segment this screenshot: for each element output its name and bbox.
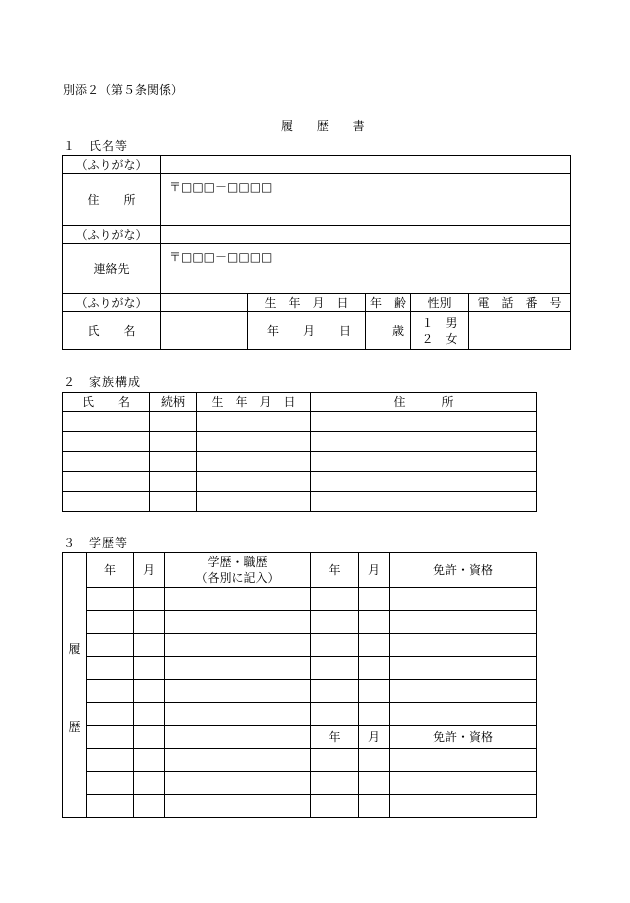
history-cell[interactable] [165,749,311,772]
age-header: 年 齢 [366,294,411,312]
sex-option-male[interactable]: １ 男 [421,315,458,330]
history-cell[interactable] [134,726,165,749]
award-cell[interactable] [359,772,390,795]
license-cell[interactable] [390,657,537,680]
license-cell[interactable] [390,611,537,634]
family-cell[interactable] [63,472,150,492]
history-cell[interactable] [134,634,165,657]
award-cell[interactable] [311,772,359,795]
license-col-title: 免許・資格 [390,553,537,588]
furigana-field[interactable] [161,156,571,174]
history-col-education-title: 学歴・職歴 [207,555,268,569]
license-cell[interactable] [390,680,537,703]
family-cell[interactable] [63,492,150,512]
award-cell[interactable] [311,749,359,772]
family-cell[interactable] [311,412,537,432]
history-cell[interactable] [165,795,311,818]
license-cell[interactable] [311,680,359,703]
license-cell[interactable] [359,634,390,657]
family-cell[interactable] [311,492,537,512]
license-cell[interactable] [390,634,537,657]
history-cell[interactable] [134,772,165,795]
phone-header: 電 話 番 号 [469,294,571,312]
license-cell[interactable] [311,588,359,611]
birth-date-field[interactable]: 年 月 日 [248,312,366,350]
contact-field[interactable]: 〒□□□－□□□□ [161,244,571,294]
award-cell[interactable] [311,795,359,818]
birth-date-header: 生 年 月 日 [248,294,366,312]
history-col-education [165,553,311,588]
license-cell[interactable] [311,634,359,657]
award-cell[interactable] [390,749,537,772]
license-cell[interactable] [359,588,390,611]
history-cell[interactable] [134,588,165,611]
history-cell[interactable] [134,657,165,680]
section3-heading: ３ 学歴等 [63,536,129,550]
family-cell[interactable] [197,452,311,472]
sex-header: 性別 [411,294,469,312]
award-cell[interactable] [359,795,390,818]
furigana-name-field[interactable] [161,294,248,312]
section2-heading: ２ 家族構成 [63,375,142,389]
family-cell[interactable] [63,432,150,452]
history-side-label [63,553,87,818]
history-col-month: 月 [134,553,165,588]
contact-label: 連絡先 [63,244,161,294]
history-cell[interactable] [165,772,311,795]
family-cell[interactable] [197,432,311,452]
phone-field[interactable] [469,312,571,350]
family-cell[interactable] [63,452,150,472]
license-col-month: 月 [359,553,390,588]
sex-field[interactable] [411,312,469,350]
history-cell[interactable] [87,634,134,657]
history-cell[interactable] [87,795,134,818]
history-cell[interactable] [134,680,165,703]
history-col-year: 年 [87,553,134,588]
sex-option-female[interactable]: ２ 女 [421,331,458,346]
license-cell[interactable] [311,657,359,680]
license-cell[interactable] [359,657,390,680]
license-cell[interactable] [390,703,537,726]
license-cell[interactable] [359,680,390,703]
license-cell[interactable] [390,588,537,611]
history-cell[interactable] [87,680,134,703]
family-col-birth: 生 年 月 日 [197,393,311,412]
license-col-year: 年 [311,553,359,588]
license-cell[interactable] [359,611,390,634]
history-cell[interactable] [134,703,165,726]
history-cell[interactable] [87,657,134,680]
family-col-relation: 続柄 [150,393,197,412]
award-cell[interactable] [359,749,390,772]
history-cell[interactable] [165,588,311,611]
age-field[interactable]: 歳 [366,312,411,350]
address-label: 住 所 [63,174,161,226]
name-label: 氏 名 [63,312,161,350]
family-col-name: 氏 名 [63,393,150,412]
family-cell[interactable] [150,412,197,432]
page-title: 履 歴 書 [281,119,375,133]
history-cell[interactable] [87,726,134,749]
family-cell[interactable] [311,472,537,492]
address-field[interactable]: 〒□□□－□□□□ [161,174,571,226]
history-cell[interactable] [87,588,134,611]
section1-heading: １ 氏名等 [63,139,129,153]
personal-info-table [62,155,571,350]
history-cell[interactable] [165,703,311,726]
history-cell[interactable] [134,749,165,772]
furigana-label: （ふりがな） [63,226,161,244]
history-side-char-2: 歴 [68,720,81,734]
family-cell[interactable] [150,432,197,452]
family-cell[interactable] [150,472,197,492]
history-cell[interactable] [87,703,134,726]
family-cell[interactable] [150,492,197,512]
license-cell[interactable] [311,703,359,726]
award-col-title: 免許・資格 [390,726,537,749]
history-cell[interactable] [165,657,311,680]
award-col-year: 年 [311,726,359,749]
history-table [62,552,537,818]
history-cell[interactable] [87,611,134,634]
license-cell[interactable] [311,611,359,634]
license-cell[interactable] [359,703,390,726]
history-cell[interactable] [165,634,311,657]
family-col-address: 住 所 [311,393,537,412]
family-cell[interactable] [197,492,311,512]
family-cell[interactable] [63,412,150,432]
history-col-education-note: （各別に記入） [195,571,280,585]
furigana-label: （ふりがな） [63,156,161,174]
furigana-label: （ふりがな） [63,294,161,312]
history-cell[interactable] [165,726,311,749]
family-table [62,392,537,512]
family-cell[interactable] [311,452,537,472]
family-cell[interactable] [311,432,537,452]
award-cell[interactable] [390,772,537,795]
award-cell[interactable] [390,795,537,818]
history-cell[interactable] [87,749,134,772]
family-cell[interactable] [197,412,311,432]
history-side-char-1: 履 [68,642,81,656]
history-cell[interactable] [134,611,165,634]
award-col-month: 月 [359,726,390,749]
family-cell[interactable] [150,452,197,472]
history-cell[interactable] [134,795,165,818]
furigana-field[interactable] [161,226,571,244]
history-cell[interactable] [165,611,311,634]
attachment-label: 別添２（第５条関係） [63,83,184,97]
history-cell[interactable] [87,772,134,795]
name-field[interactable] [161,312,248,350]
family-cell[interactable] [197,472,311,492]
history-cell[interactable] [165,680,311,703]
